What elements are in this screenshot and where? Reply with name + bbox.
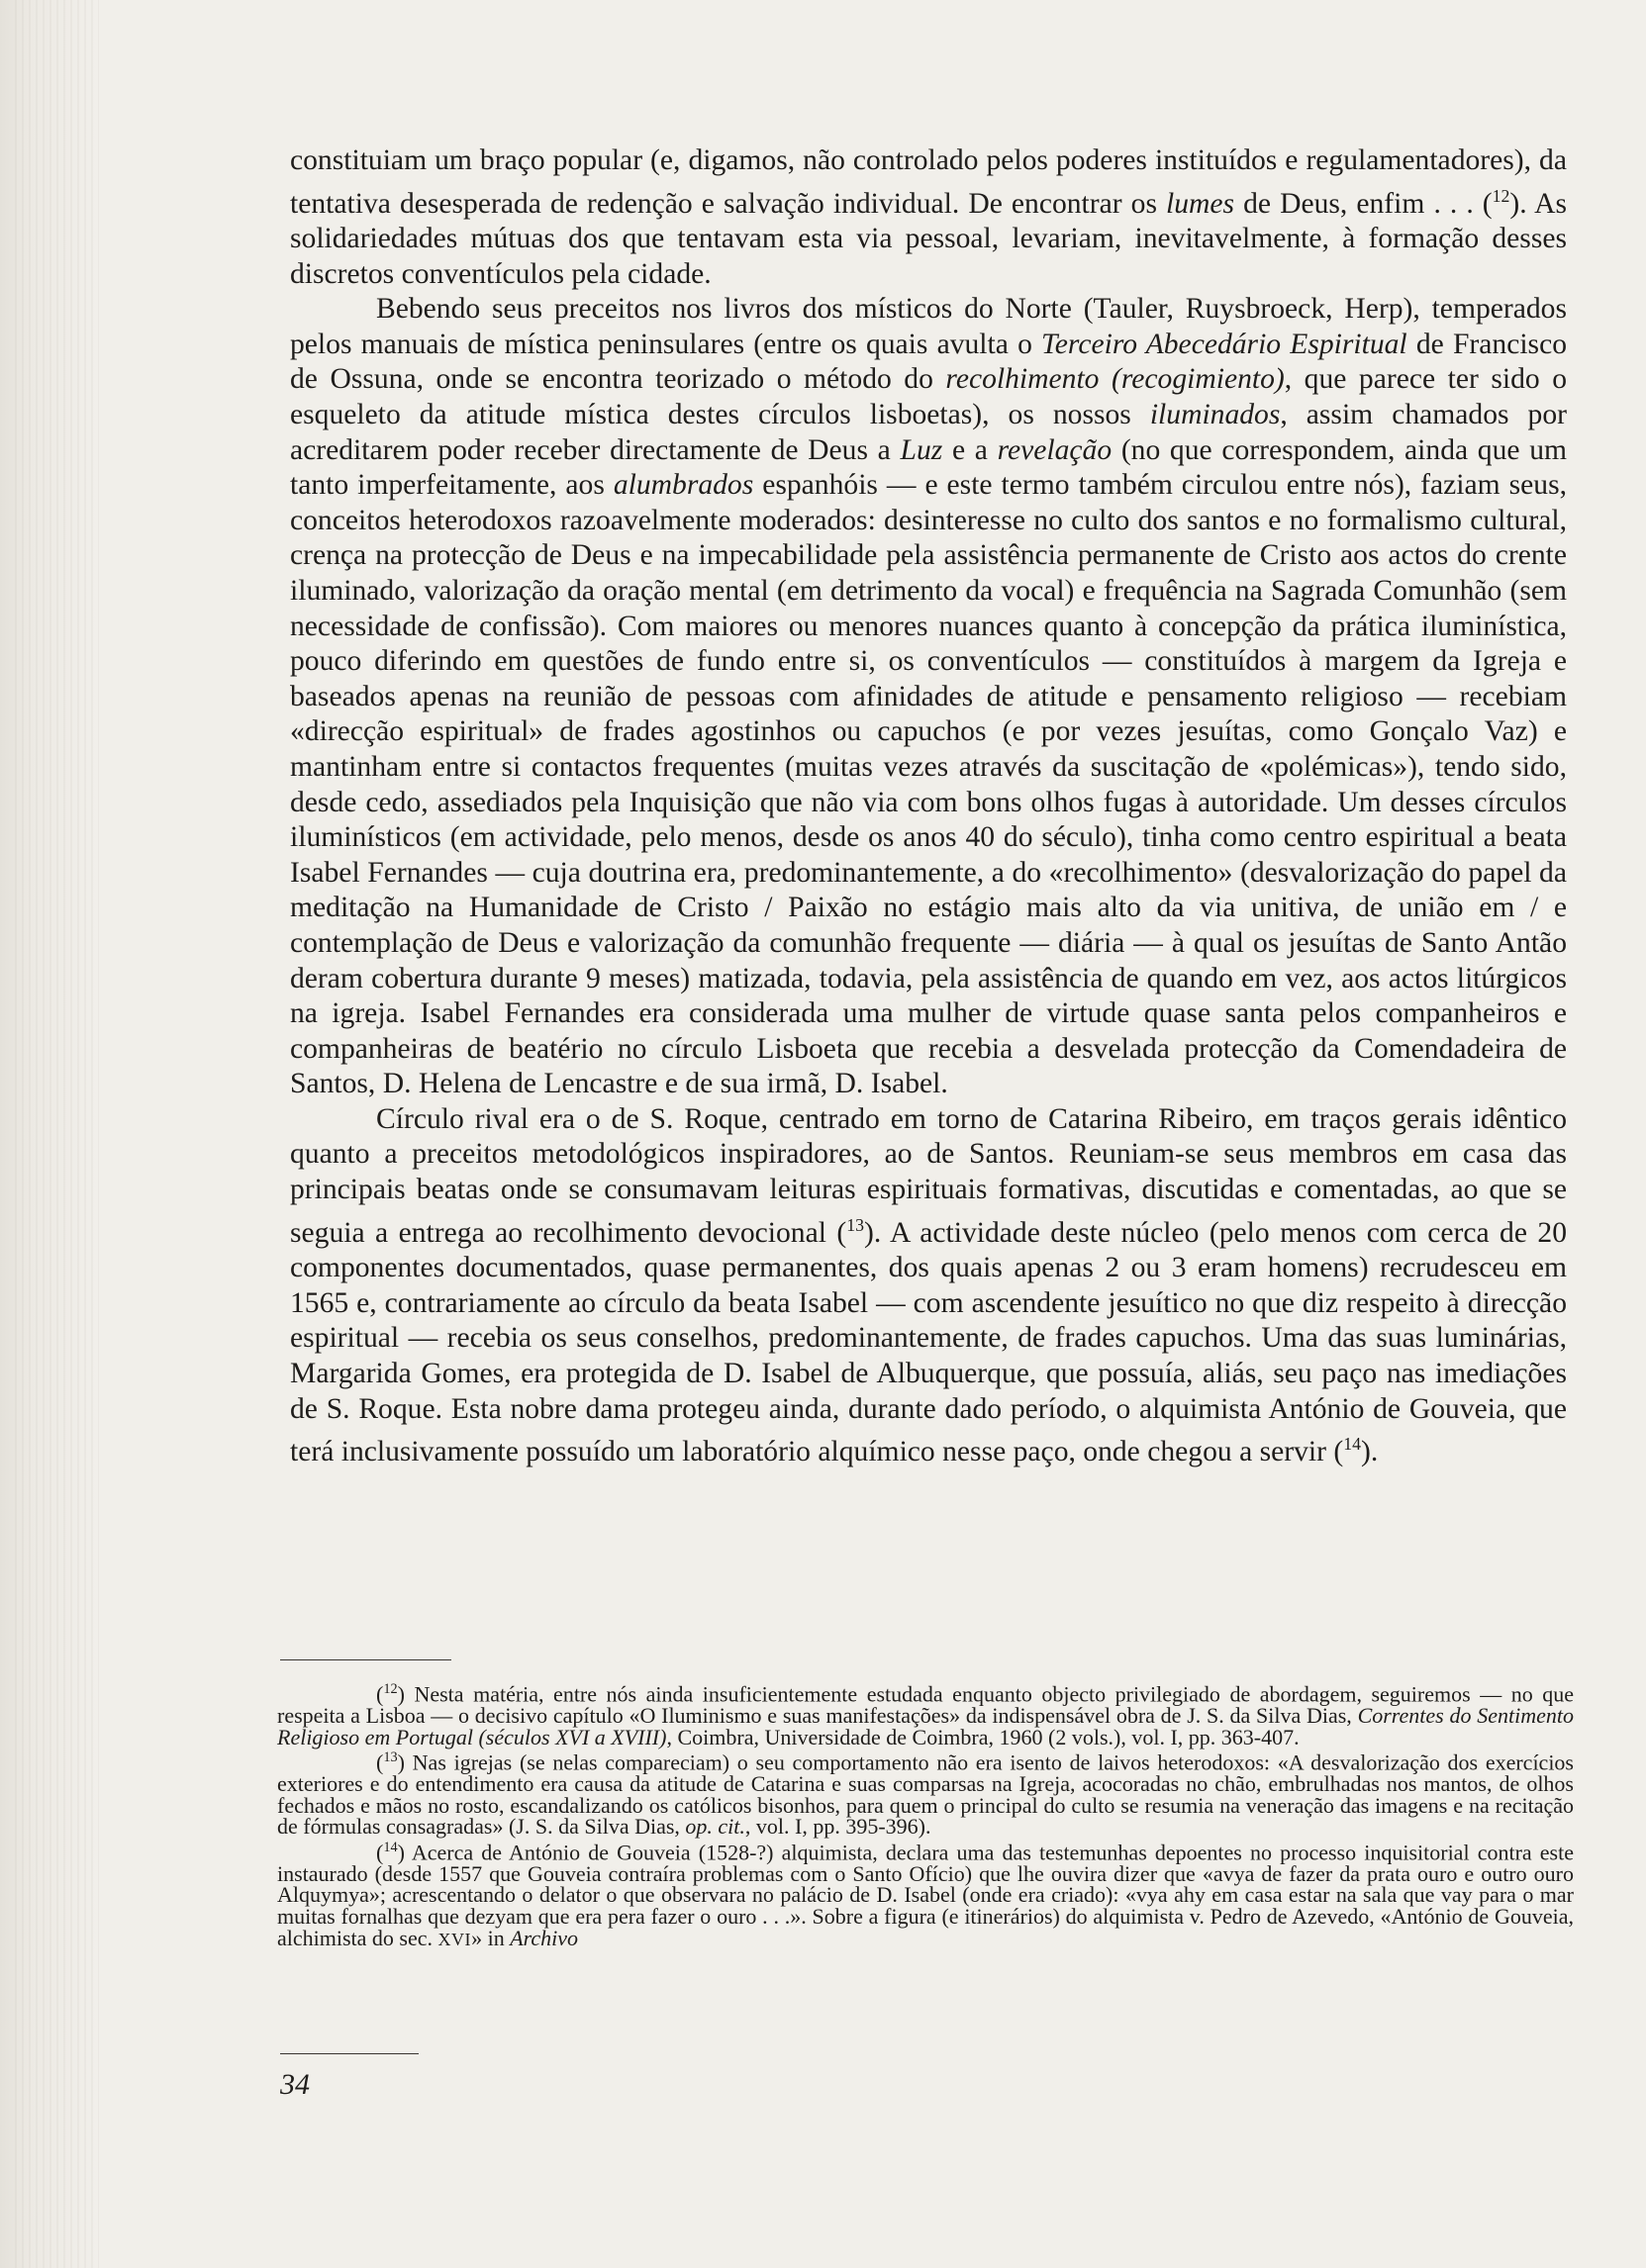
page-edges [10,0,99,2268]
italic-term: alumbrados [613,469,754,502]
text-run: ) Acerca de António de Gouveia (1528-?) alquimista, declara uma das testemunhas depoentes no processo inquisitorial contra este instaurado (desde 1557 que Gouveia contraíra problemas com o Santo Ofício) que lhe ouvira dizer que «avya de fazer da prata ouro e outro ouro Alquymya»; acrescentando o delator o que observara no palácio de D. Isabel (onde era criado): «vya ahy em casa estar na sala que vay para o mar muitas fornalhas que dezyam que era pera fazer o ouro . . .». Sobre a figura (e itinerários) do alquimista v. Pedro de Azevedo, «António de Gouveia, alchimista do sec. [277,1840,1574,1950]
footnote-ref: 14 [1343,1434,1361,1455]
footnote-ref: 12 [1492,185,1510,206]
page-number: 34 [280,2068,310,2101]
footnote-number: 14 [383,1839,398,1855]
italic-term: recolhimento (recogimiento) [945,363,1285,396]
text-run: ( [376,1749,384,1775]
italic-term: Terceiro Abecedário Espiritual [1041,328,1407,360]
bottom-rule [280,2053,419,2054]
italic-term: lumes [1166,187,1235,220]
text-run: (no que correspondem, ainda que um tanto imperfeitamente, aos [290,433,1568,502]
text-run: , Coimbra, Universidade de Coimbra, 1960 (2 vols.), vol. I, pp. 363-407. [666,1724,1300,1749]
text-run: ( [376,1840,384,1865]
text-run: » in [471,1925,511,1950]
text-run: espanhóis — e este termo também circulou entre nós), faziam seus, conceitos heterodoxos razoavelmente moderados: desinteresse no culto dos santos e no formalismo cultural, crença na protecção de Deus e na impecabilidade pela assistência permanente de Cristo aos actos do crente iluminado, valorização da oração mental (em detrimento da vocal) e frequência na Sagrada Comunhão (sem necessidade de confissão). Com maiores ou menores nuances quanto à concepção da prática iluminística, pouco diferindo em questões de fundo entre si, os conventículos — constituídos à margem da Igreja e baseados apenas na reunião de pessoas com afinidades de atitude e pensamento religioso — recebiam «direcção espiritual» de frades agostinhos ou capuchos (e por vezes jesuítas, como Gonçalo Vaz) e mantinham entre si contactos frequentes (muitas vezes através da suscitação de «polémicas»), tendo sido, desde cedo, assediados pela Inquisição que não via com bons olhos fugas à autoridade. Um desses círculos iluminísticos (em actividade, pelo menos, desde os anos 40 do século), tinha como centro espiritual a beata Isabel Fernandes — cuja doutrina era, predominantemente, a do «recolhimento» (desvalorização do papel da meditação na Humanidade de Cristo / Paixão no estágio mais alto da via unitiva, de união em / e contemplação de Deus e valorização da comunhão frequente — diária — à qual os jesuítas de Santo Antão deram cobertura durante 9 meses) matizada, todavia, pela assistência de quando em vez, aos actos litúrgicos na igreja. Isabel Fernandes era considerada uma mulher de virtude quase santa pelos companheiros e companheiras de beatério no círculo Lisboeta que recebia a desvelada protecção da Comendadeira de Santos, D. Helena de Lencastre e de sua irmã, D. Isabel. [290,469,1567,1100]
text-run: Bebendo seus preceitos nos livros dos místicos do Norte (Tauler, Ruysbroeck, Herp), temperados pelos manuais de mística peninsulares (entre os quais avulta o [290,293,1567,360]
text-run: ) Nas igrejas (se nelas compareciam) o seu comportamento não era isento de laivos heterodoxos: «A desvalorização dos exercícios exteriores e do entendimento era causa da atitude de Catarina e suas comparsas na Igreja, acocoradas no chão, embrulhadas nos mantos, de olhos fechados e mãos no rosto, escandalizando os católicos bisonhos, para quem o principal do culto se resumia na veneração das imagens e na recitação de fórmulas consagradas» (J. S. da Silva Dias, [277,1749,1574,1840]
italic-title: Correntes do Sentimento Religioso em Portugal (séculos XVI a XVIII) [277,1702,1574,1749]
text-run: , que parece ter sido o esqueleto da atitude mística destes círculos lisboetas), os nossos [290,363,1567,431]
text-run: de Deus, enfim . . . ( [1234,187,1493,220]
paragraph-2 [290,292,1567,1102]
text-run: Círculo rival era o de S. Roque, centrado em torno de Catarina Ribeiro, em traços gerais idêntico quanto a preceitos metodológicos inspiradores, ao de Santos. Reuniam-se seus membros em casa das principais beatas onde se consumavam leituras espirituais formativas, discutidas e comentadas, ao que se seguia a entrega ao recolhimento devocional ( [290,1102,1567,1249]
text-run: ). A actividade deste núcleo (pelo menos com cerca de 20 componentes documentados, quase permanentes, dos quais apenas 2 ou 3 eram homens) recrudesceu em 1565 e, contrariamente ao círculo da beata Isabel — com ascendente jesuítico no que diz respeito à direcção espiritual — recebia os seus conselhos, predominantemente, de frades capuchos. Uma das suas luminárias, Margarida Gomes, era protegida de D. Isabel de Albuquerque, que possuía, aliás, seu paço nas imediações de S. Roque. Esta nobre dama protegeu ainda, durante dado período, o alquimista António de Gouveia, que terá inclusivamente possuído um laboratório alquímico nesse paço, onde chegou a servir ( [290,1216,1567,1467]
text-run: de Francisco de Ossuna, onde se encontra teorizado o método do [290,328,1568,396]
text-run: ). [1360,1435,1379,1467]
italic-term: Archivo [510,1925,579,1950]
footnotes [277,1679,1574,1950]
text-run: , assim chamados por acreditarem poder receber directamente de Deus a [290,399,1567,466]
main-text [290,143,1567,1470]
paragraph-1 [290,143,1567,292]
text-run: , vol. I, pp. 395-396). [744,1814,931,1840]
text-run: e a [942,433,998,466]
small-caps-century: XVI [437,1929,472,1949]
footnote-12 [277,1679,1574,1748]
text-run: ( [376,1681,384,1707]
footnote-ref: 13 [846,1214,864,1235]
text-run: ). As solidariedades mútuas dos que tentavam esta via pessoal, levariam, inevitavelmente, à formação desses discretos conventículos pela cidade. [290,187,1567,290]
footnote-separator [280,1659,451,1660]
footnote-number: 13 [383,1749,398,1766]
paragraph-3 [290,1102,1567,1470]
footnote-number: 12 [383,1681,398,1697]
italic-term: revelação [997,433,1113,466]
italic-term: Luz [900,433,943,466]
text-run: ) Nesta matéria, entre nós ainda insuficientemente estudada enquanto objecto privilegiado de abordagem, seguiremos — no que respeita a Lisboa — o decisivo capítulo «O Iluminismo e suas manifestações» da indispensável obra de J. S. da Silva Dias, [277,1681,1574,1728]
italic-term: iluminados [1149,399,1281,431]
footnote-13 [277,1748,1574,1838]
text-run: constituiam um braço popular (e, digamos, não controlado pelos poderes instituídos e regulamentadores), da tentativa desesperada de redenção e salvação individual. De encontrar os [290,144,1567,220]
italic-term: op. cit. [685,1814,745,1840]
footnote-14 [277,1838,1574,1950]
